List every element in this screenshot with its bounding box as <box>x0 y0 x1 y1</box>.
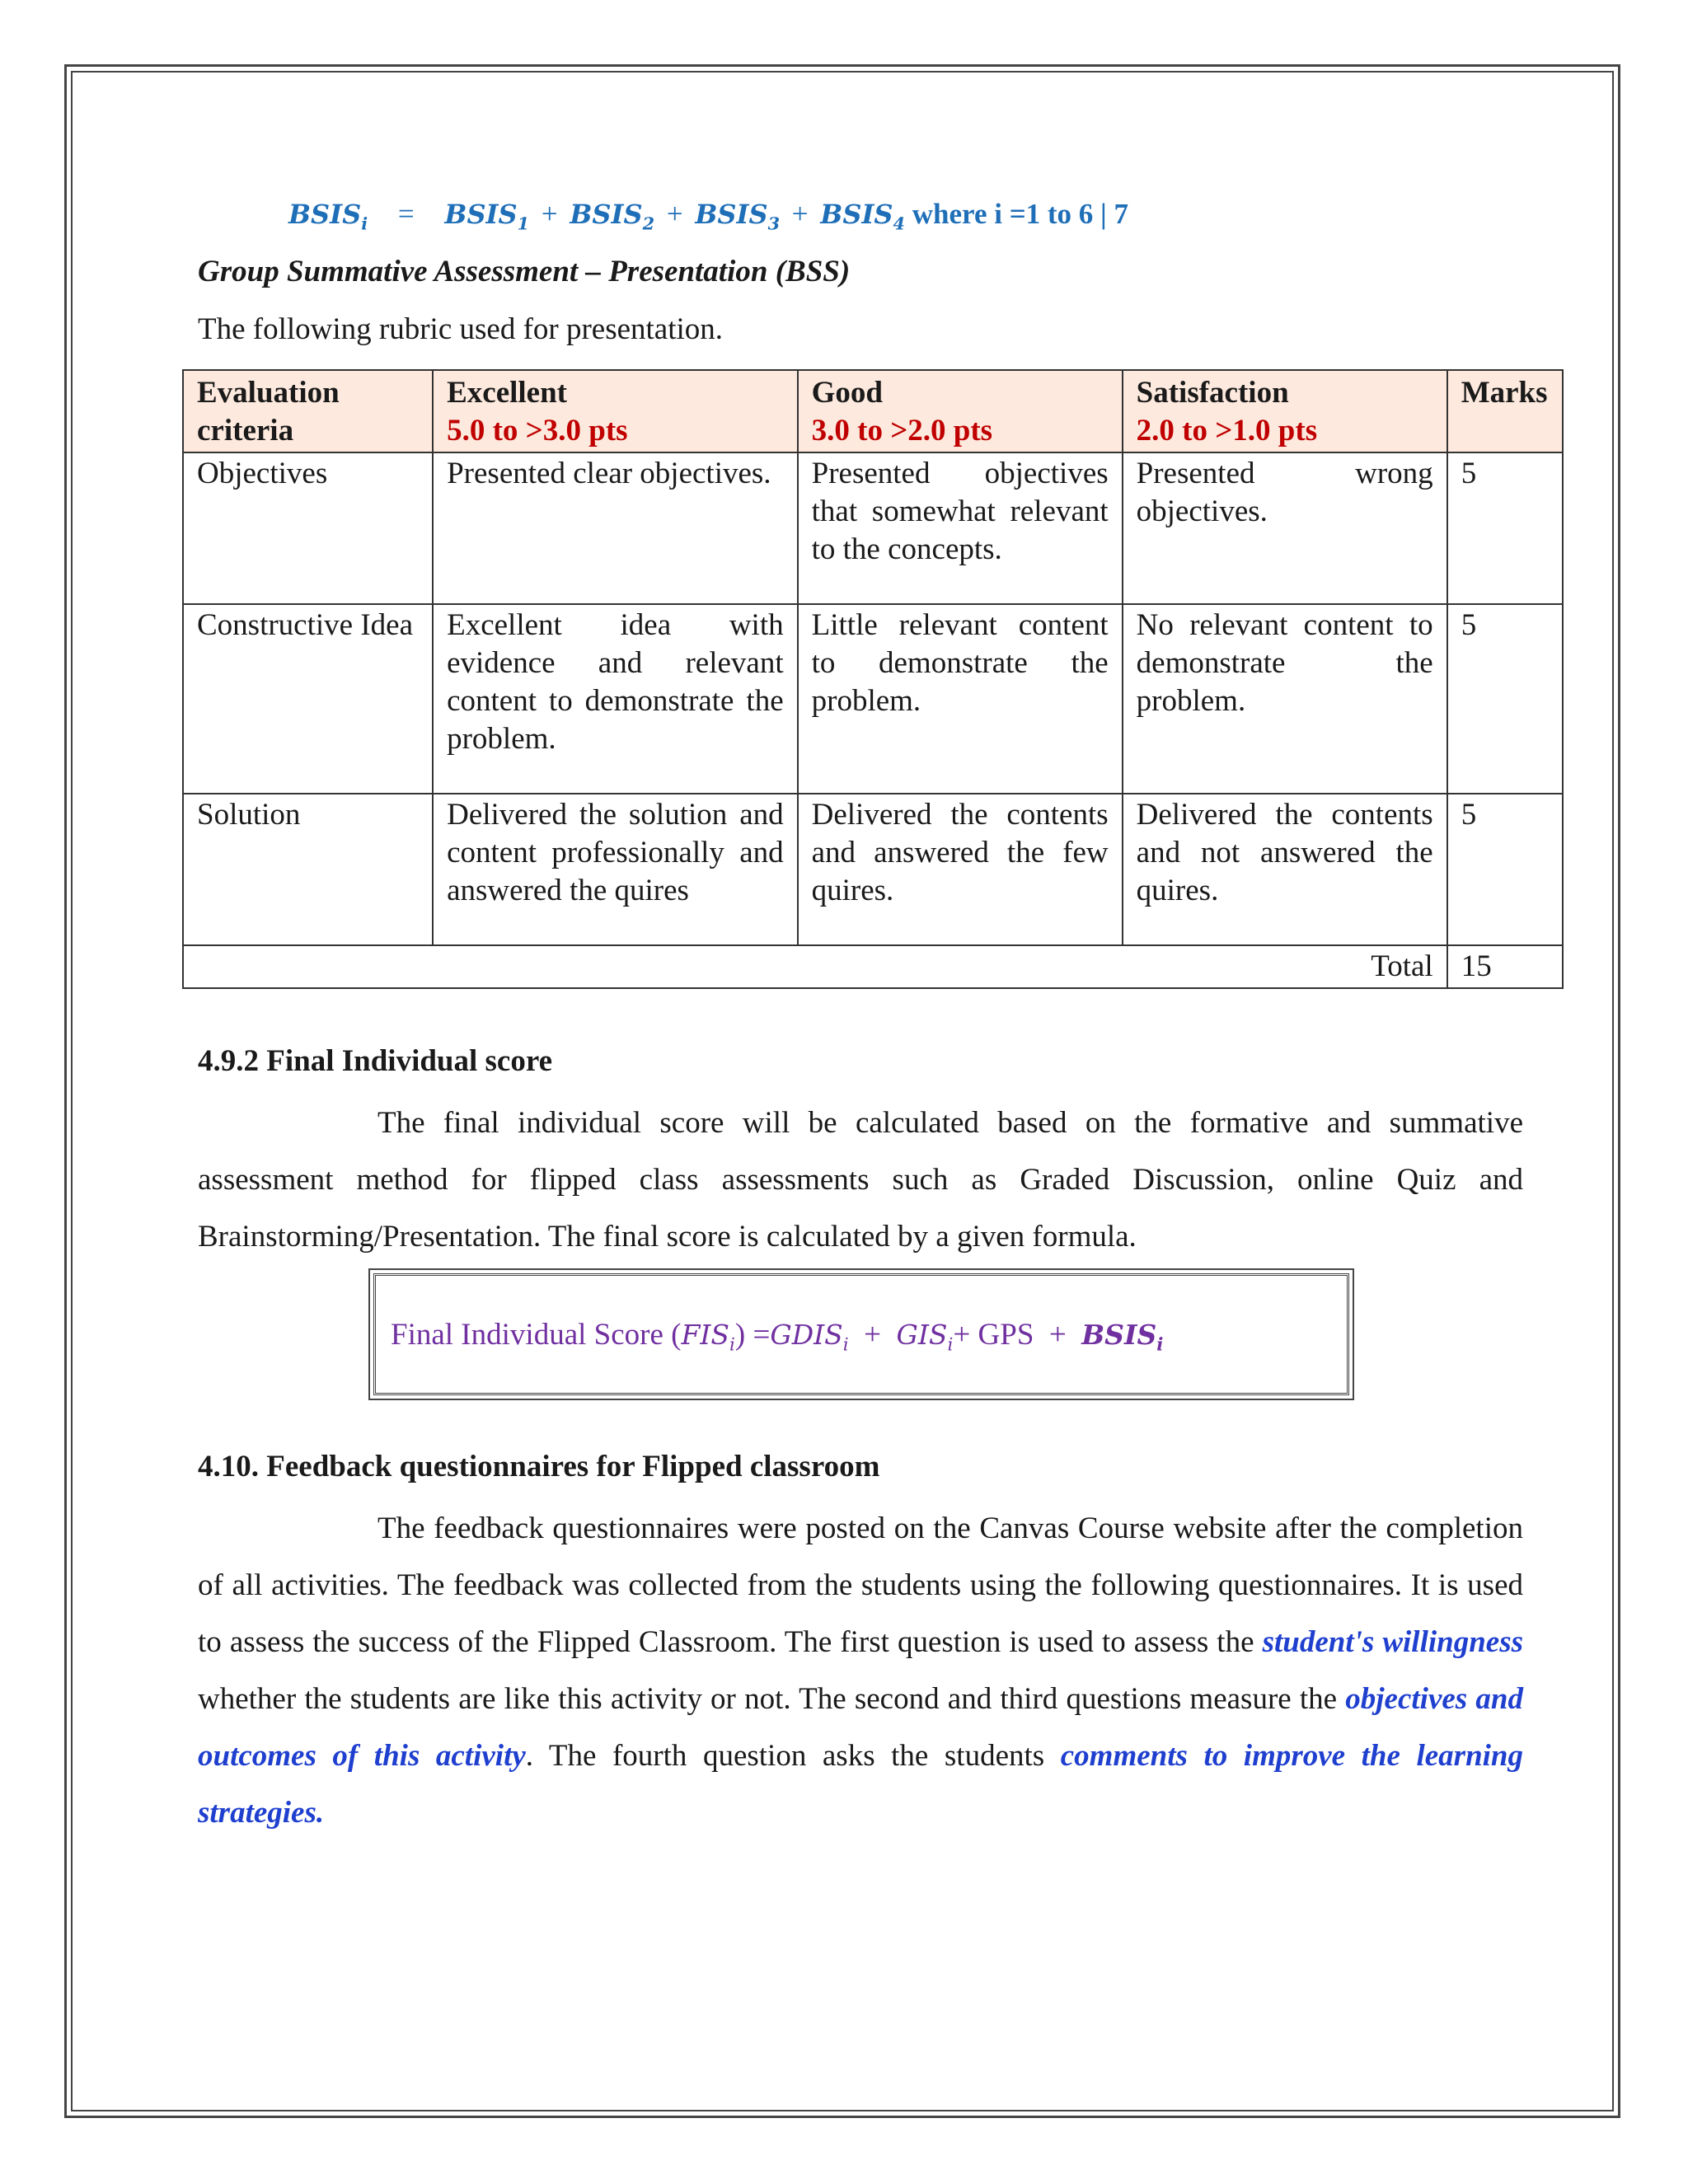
table-row <box>183 604 1563 794</box>
header-marks: Marks <box>1447 370 1563 452</box>
total-label: Total <box>183 945 1447 988</box>
header-excellent: Excellent 5.0 to >3.0 pts <box>433 370 798 452</box>
header-satisfaction: Satisfaction 2.0 to >1.0 pts <box>1123 370 1447 452</box>
table-row <box>183 794 1563 945</box>
cell-excellent: Excellent idea with evidence and relevant content to demonstrate the problem. <box>433 604 798 794</box>
formula-lhs: $BSIS_i$ <box>288 199 368 234</box>
cell-excellent: Presented clear objectives. <box>433 452 798 604</box>
section-492-heading: 4.9.2 Final Individual score <box>198 1044 553 1078</box>
rubric-intro: The following rubric used for presentation. <box>198 312 724 346</box>
formula-equals: = <box>397 198 415 230</box>
cell-marks: 5 <box>1447 452 1563 604</box>
emphasis-willingness: student's willingness <box>1262 1625 1524 1659</box>
cell-excellent: Delivered the solution and content professionally and answered the quires <box>433 794 798 945</box>
cell-good: Presented objectives that somewhat relevant to the concepts. <box>798 452 1123 604</box>
table-row <box>183 452 1563 604</box>
cell-good: Delivered the contents and answered the few quires. <box>798 794 1123 945</box>
rubric-table <box>182 369 1564 989</box>
bsis-formula: $BSIS_i$ = $BSIS_1$ + $BSIS_2$ + $BSIS_3$ + $BSIS_4$ where i =1 to 6 | 7 <box>288 198 1129 234</box>
formula-where: where i =1 to 6 | 7 <box>912 198 1129 230</box>
section-410-heading: 4.10. Feedback questionnaires for Flipped classroom <box>198 1450 880 1483</box>
header-good: Good 3.0 to >2.0 pts <box>798 370 1123 452</box>
total-value: 15 <box>1447 945 1563 988</box>
cell-criteria: Solution <box>183 794 433 945</box>
fis-formula: Final Individual Score $(FIS_i)$ $=GDIS_i + GIS_i+$ GPS + $BSIS_i$ <box>391 1318 1164 1356</box>
total-row <box>183 945 1563 988</box>
rubric-header-row <box>183 370 1563 452</box>
cell-satisfaction: Delivered the contents and not answered the quires. <box>1123 794 1447 945</box>
section-492-paragraph: The final individual score will be calculated based on the formative and summative assessment method for flipped class assessments such as Graded Discussion, online Quiz and Brainstorming/Presentation. The final score is calculated by a given formula. <box>198 1106 1523 1254</box>
cell-satisfaction: Presented wrong objectives. <box>1123 452 1447 604</box>
cell-criteria: Constructive Idea <box>183 604 433 794</box>
emphasis-objectives: objectives and outcomes of this activity <box>198 1682 1523 1773</box>
cell-criteria: Objectives <box>183 452 433 604</box>
cell-marks: 5 <box>1447 604 1563 794</box>
cell-good: Little relevant content to demonstrate the problem. <box>798 604 1123 794</box>
formula-term-1: $BSIS_1$ <box>444 199 530 234</box>
section-410-paragraph: The feedback questionnaires were posted on the Canvas Course website after the completion of all activities. The feedback was collected from the students using the following questionnaires. It is used to assess the success of the Flipped Classroom. The first question is used to assess the student's willingness whether the students are like this activity or not. The second and third questions measure the objectives and outcomes of this activity. The fourth question asks the students comments to improve the learning strategies. <box>198 1511 1524 1830</box>
cell-satisfaction: No relevant content to demonstrate the problem. <box>1123 604 1447 794</box>
formula-term-3: $BSIS_3$ <box>695 199 781 234</box>
formula-term-2: $BSIS_2$ <box>570 199 655 234</box>
cell-marks: 5 <box>1447 794 1563 945</box>
header-criteria: Evaluation criteria <box>183 370 433 452</box>
emphasis-comments: comments to improve the learning strategies. <box>198 1739 1524 1830</box>
bss-heading: Group Summative Assessment – Presentation (BSS) <box>198 255 851 288</box>
formula-term-4: $BSIS_4$ <box>820 199 906 234</box>
